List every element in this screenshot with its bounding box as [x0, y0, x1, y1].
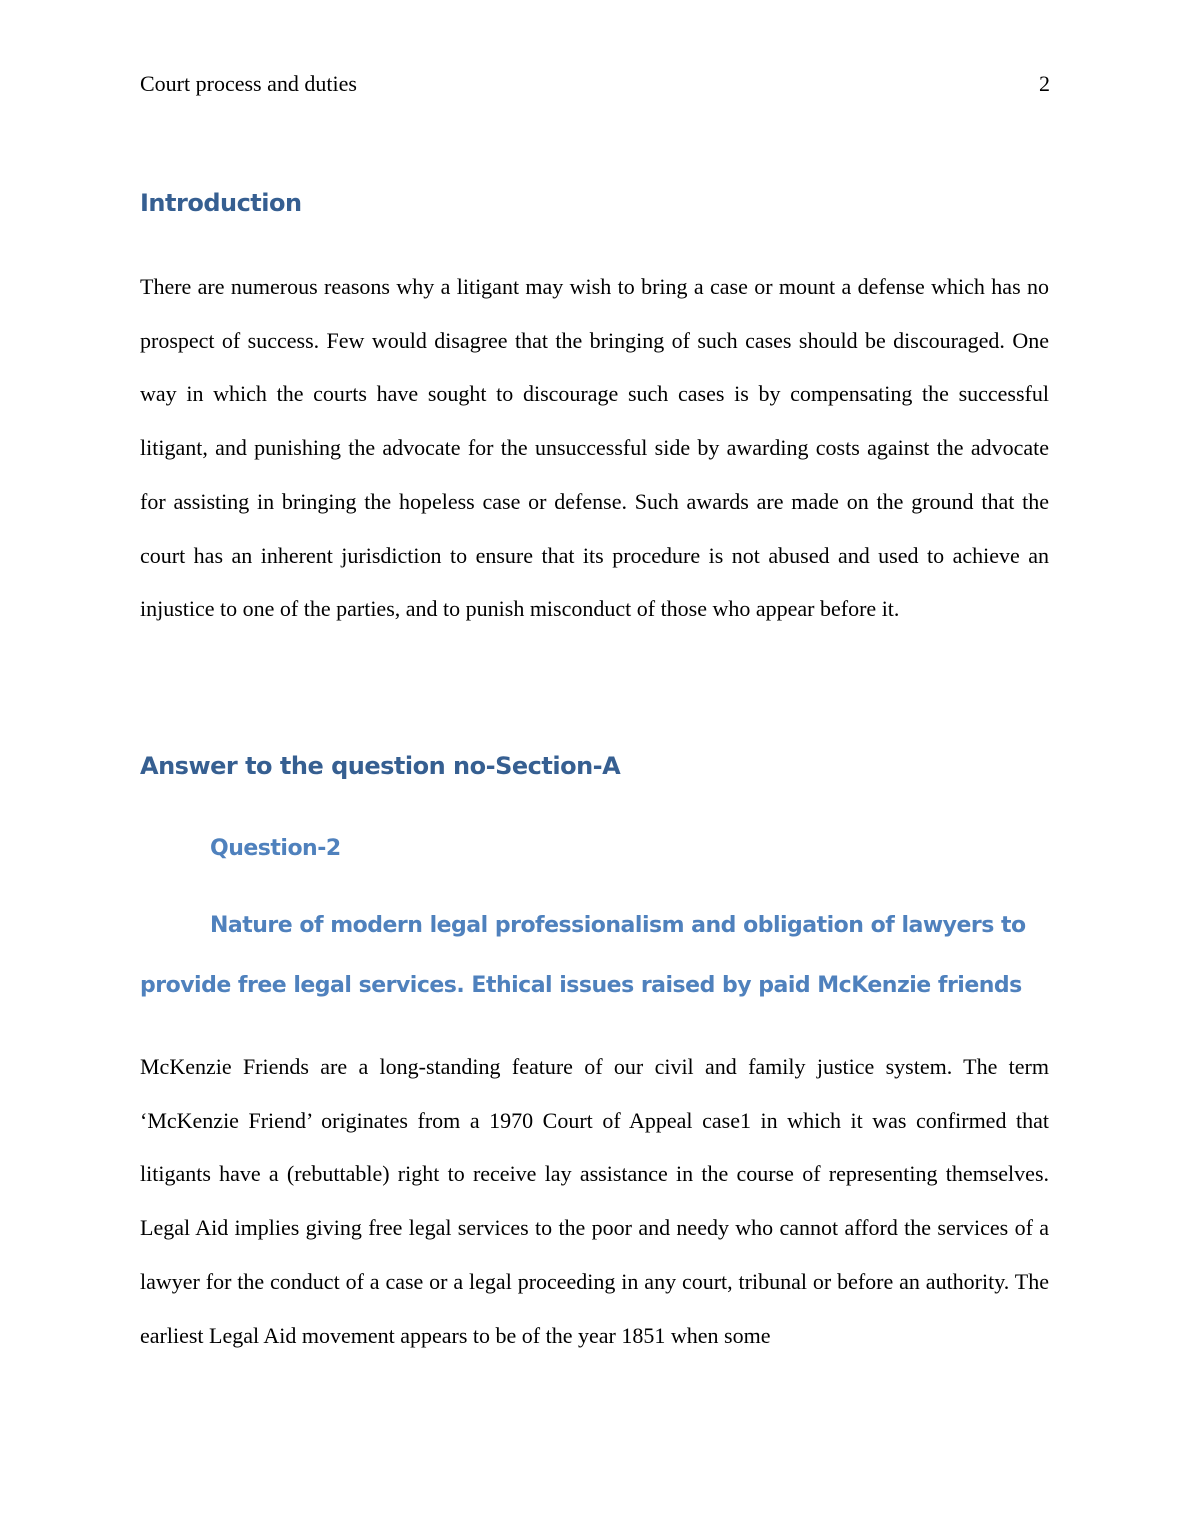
page-number: 2: [1039, 71, 1050, 96]
section-a-paragraph: McKenzie Friends are a long-standing feature of our civil and family justice system. The term ‘McKenzie Friend’ originates from a 1970 Court of Appeal case1 in which it was confirmed that litigants have a (rebuttable) right to receive lay assistance in the course of representing themselves. Legal Aid implies giving free legal services to the poor and needy who cannot afford the services of a lawyer for the conduct of a case or a legal proceeding in any court, tribunal or before an authority. The earliest Legal Aid movement appears to be of the year 1851 when some: [140, 1054, 1049, 1348]
question-title: Nature of modern legal professionalism and obligation of lawyers to provide free legal services. Ethical issues raised by paid McKenzie friends: [140, 913, 1026, 998]
section-a-heading: Answer to the question no-Section-A: [140, 752, 621, 780]
running-header-title: Court process and duties: [140, 71, 357, 96]
question-label: Question-2: [210, 836, 341, 861]
introduction-paragraph: There are numerous reasons why a litigant may wish to bring a case or mount a defense which has no prospect of success. Few would disagree that the bringing of such cases should be discouraged. One way in which the courts have sought to discourage such cases is by compensating the successful litigant, and punishing the advocate for the unsuccessful side by awarding costs against the advocate for assisting in bringing the hopeless case or defense. Such awards are made on the ground that the court has an inherent jurisdiction to ensure that its procedure is not abused and used to achieve an injustice to one of the parties, and to punish misconduct of those who appear before it.: [140, 274, 1049, 622]
introduction-heading: Introduction: [140, 189, 302, 217]
